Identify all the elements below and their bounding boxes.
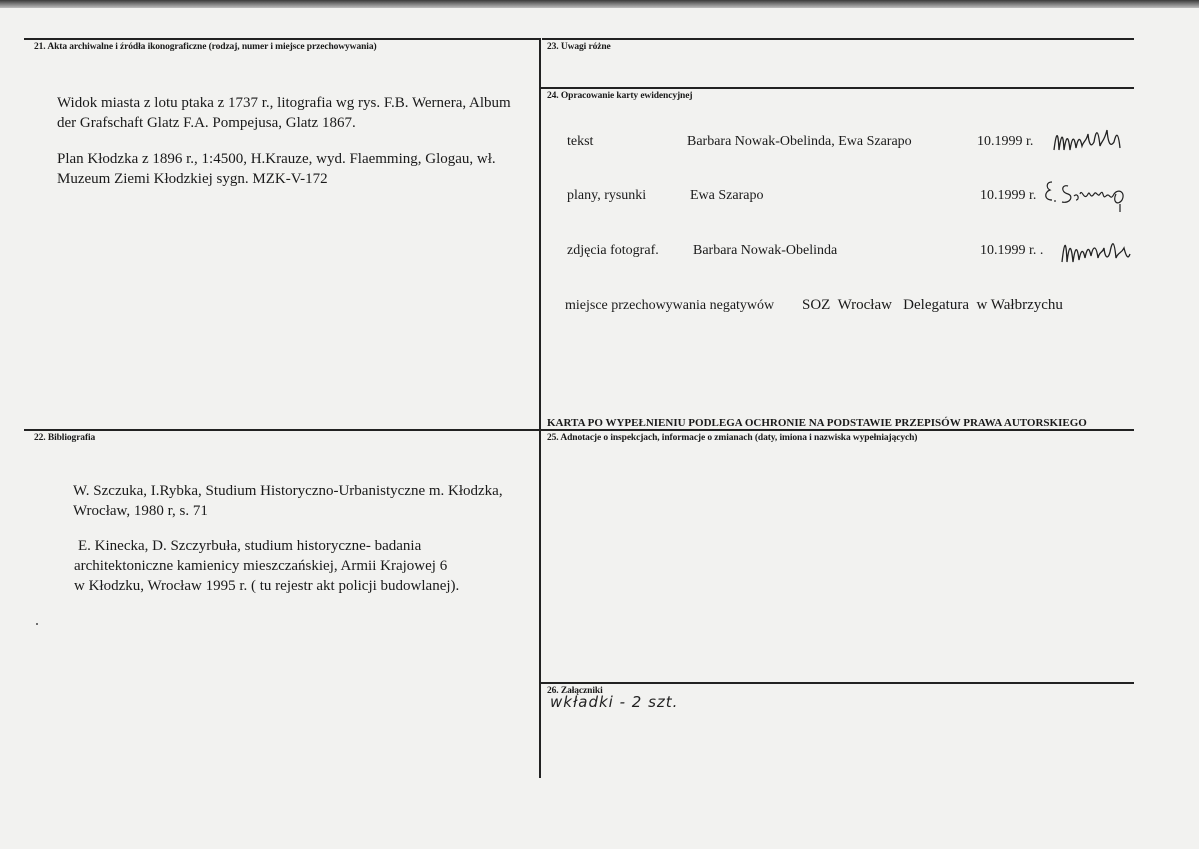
section-24-header: 24. Opracowanie karty ewidencyjnej [547, 91, 693, 101]
s24-row-date-photos: 10.1999 r. . [980, 243, 1044, 258]
signature-1 [1050, 120, 1130, 158]
s21-entry-2-line-1: Plan Kłodzka z 1896 r., 1:4500, H.Krauze, wyd. Flaemming, Glogau, wł. [57, 151, 496, 167]
s21-entry-2-line-2: Muzeum Ziemi Kłodzkiej sygn. MZK-V-172 [57, 171, 328, 187]
s22-entry-2-line-1: E. Kinecka, D. Szczyrbuła, studium historyczne- badania [78, 538, 422, 554]
top-rule-right [542, 38, 1134, 40]
s22-entry-2-line-2: architektoniczne kamienicy mieszczańskiej, Armii Krajowej 6 [74, 558, 448, 574]
section-26-header: 26. Załączniki [547, 686, 603, 696]
s24-negatives-label: miejsce przechowywania negatywów [565, 298, 775, 313]
middle-rule [24, 429, 1134, 431]
section-25-header: 25. Adnotacje o inspekcjach, informacje o zmianach (daty, imiona i nazwiska wypełniających) [547, 433, 918, 443]
scan-speck [36, 623, 38, 625]
copyright-notice: KARTA PO WYPEŁNIENIU PODLEGA OCHRONIE NA PODSTAWIE PRZEPISÓW PRAWA AUTORSKIEGO [547, 417, 1087, 429]
s22-entry-1-line-1: W. Szczuka, I.Rybka, Studium Historyczno-Urbanistyczne m. Kłodzka, [73, 483, 503, 499]
rule-25-26 [540, 682, 1134, 684]
section-22-content-2 [74, 536, 459, 596]
section-21-header: 21. Akta archiwalne i źródła ikonograficzne (rodzaj, numer i miejsce przechowywania) [34, 42, 377, 52]
section-22-content [73, 481, 503, 521]
s24-row-name-photos: Barbara Nowak-Obelinda [693, 243, 838, 258]
s24-row-name-text: Barbara Nowak-Obelinda, Ewa Szarapo [687, 134, 912, 149]
signature-2 [1040, 174, 1135, 214]
top-rule-left [24, 38, 540, 40]
s22-entry-2-line-3: w Kłodzku, Wrocław 1995 r. ( tu rejestr akt policji budowlanej). [74, 578, 460, 594]
section-23-header: 23. Uwagi różne [547, 42, 611, 52]
s24-row-label-text: tekst [567, 134, 594, 149]
s26-handwritten-attachments: wkładki - 2 szt. [550, 693, 679, 711]
s21-entry-1-line-1: Widok miasta z lotu ptaka z 1737 r., litografia wg rys. F.B. Wernera, Album [57, 95, 511, 111]
section-21-content [57, 93, 511, 189]
s24-row-date-text: 10.1999 r. [977, 134, 1034, 149]
signature-3 [1058, 230, 1133, 268]
s24-row-date-plans: 10.1999 r. [980, 188, 1037, 203]
s22-entry-1-line-2: Wrocław, 1980 r, s. 71 [73, 503, 208, 519]
s24-negatives-value: SOZ Wrocław Delegatura w Wałbrzychu [802, 297, 1063, 313]
s21-entry-1-line-2: der Grafschaft Glatz F.A. Pompejusa, Glatz 1867. [57, 115, 356, 131]
section-22-header: 22. Bibliografia [34, 433, 96, 443]
rule-23-24 [540, 87, 1134, 89]
s24-row-label-photos: zdjęcia fotograf. [567, 243, 659, 258]
s24-row-label-plans: plany, rysunki [567, 188, 647, 203]
s24-row-name-plans: Ewa Szarapo [690, 188, 764, 203]
center-divider [539, 38, 541, 778]
